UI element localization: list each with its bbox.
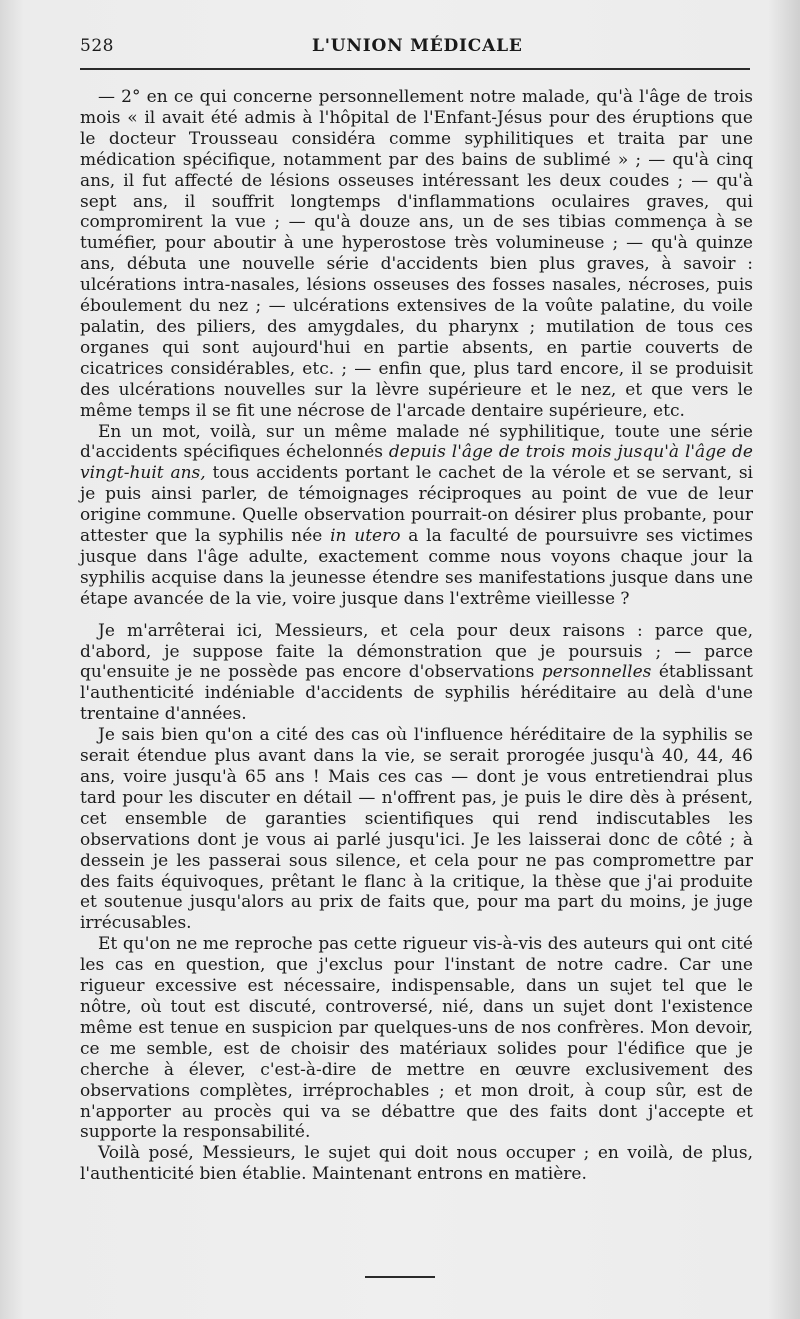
page-number: 528 <box>80 36 114 56</box>
paragraph-text: Et qu'on ne me reproche pas cette rigueur vis-à-vis des auteurs qui ont cité les cas en question, que j'exclus pour l'instant de notre cadre. Car une rigueur excessive est nécessaire, indispensable, dans un sujet tel que le nôtre, où tout est discuté, controversé, nié, dans un sujet dont l'existence même est tenue en suspicion par quelques-uns de nos confrères. Mon devoir, ce me semble, est de choisir des matériaux solides pour l'édifice que je cherche à élever, c'est-à-dire de mettre en œuvre exclusivement des observations complètes, irréprochables ; et mon droit, à coup sûr, est de n'apporter au procès qui va se débattre que des faits dont j'accepte et supporte la responsabilité. <box>80 934 753 1143</box>
italic-text: personnelles <box>541 662 652 683</box>
paragraph <box>80 725 753 934</box>
end-rule <box>365 1276 435 1278</box>
journal-title: L'UNION MÉDICALE <box>312 36 523 56</box>
paragraph-text: En un mot, voilà, sur un même malade né syphilitique, toute une série d'accidents spécifiques échelonnés <box>80 421 753 463</box>
italic-text: in utero <box>330 526 401 547</box>
paragraph <box>80 621 753 726</box>
paragraph <box>80 1143 753 1185</box>
paragraph-text: établissant l'authenticité indéniable d'accidents de syphilis héréditaire au delà d'une trentaine d'années. <box>80 662 753 725</box>
paragraph-text: Je m'arrêterai ici, Messieurs, et cela pour deux raisons : parce que, d'abord, je suppose faite la démonstration que je poursuis ; — parce qu'ensuite je ne possède pas encore d'observations <box>80 620 753 683</box>
paragraph-text: Je sais bien qu'on a cité des cas où l'influence héréditaire de la syphilis se serait étendue plus avant dans la vie, se serait prorogée jusqu'à 40, 44, 46 ans, voire jusqu'à 65 ans ! Mais ces cas — dont je vous entretiendrai plus tard pour les discuter en détail — n'offrent pas, je puis le dire dès à présent, cet ensemble de garanties scientifiques qui rend indiscutables les observations dont je vous ai parlé jusqu'ici. Je les laisserai donc de côté ; à dessein je les passerai sous silence, et cela pour ne pas compromettre par des faits équivoques, prêtant le flanc à la critique, la thèse que j'ai produite et soutenue jusqu'alors au prix de faits que, pour ma part du moins, je juge irrécusables. <box>80 725 753 934</box>
article-body <box>80 87 753 1185</box>
italic-text: depuis l'âge de trois mois jusqu'à l'âge de vingt-huit ans, <box>80 442 753 484</box>
paragraph-text: a la faculté de poursuivre ses victimes jusque dans l'âge adulte, exactement comme nous voyons chaque jour la syphilis acquise dans la jeunesse étendre ses manifestations jusque dans une étape avancée de la vie, voire jusque dans l'extrême vieillesse ? <box>80 526 753 609</box>
paragraph-text: — 2° en ce qui concerne personnellement notre malade, qu'à l'âge de trois mois « il avait été admis à l'hôpital de l'Enfant-Jésus pour des éruptions que le docteur Trousseau considéra comme syphilitiques et traita par une médication spécifique, notamment par des bains de sublimé » ; — qu'à cinq ans, il fut affecté de lésions osseuses intéressant les deux coudes ; — qu'à sept ans, il souffrit longtemps d'inflammations oculaires graves, qui compromirent la vue ; — qu'à douze ans, un de ses tibias commença à se tuméfier, pour aboutir à une hyperostose très volumineuse ; — qu'à quinze ans, débuta une nouvelle série d'accidents bien plus graves, à savoir : ulcérations intra-nasales, lésions osseuses des fosses nasales, nécroses, puis éboulement du nez ; — ulcérations extensives de la voûte palatine, du voile palatin, des piliers, des amygdales, du pharynx ; mutilation de tous ces organes qui sont aujourd'hui en partie absents, en partie couverts de cicatrices considérables, etc. ; — enfin que, plus tard encore, il se produisit des ulcérations nouvelles sur la lèvre supérieure et le nez, et que vers le même temps il se fit une nécrose de l'arcade dentaire supérieure, etc. <box>80 87 753 421</box>
header-rule <box>80 68 750 70</box>
paragraph-text: tous accidents portant le cachet de la vérole et se servant, si je puis ainsi parler, de témoignages réciproques au point de vue de leur origine commune. Quelle observation pourrait-on désirer plus probante, pour attester que la syphilis née <box>80 463 753 547</box>
paragraph <box>80 87 753 422</box>
running-header <box>0 36 800 66</box>
paragraph <box>80 422 753 610</box>
paragraph-text: Voilà posé, Messieurs, le sujet qui doit nous occuper ; en voilà, de plus, l'authenticité bien établie. Maintenant entrons en matière. <box>80 1143 753 1185</box>
paragraph <box>80 934 753 1143</box>
